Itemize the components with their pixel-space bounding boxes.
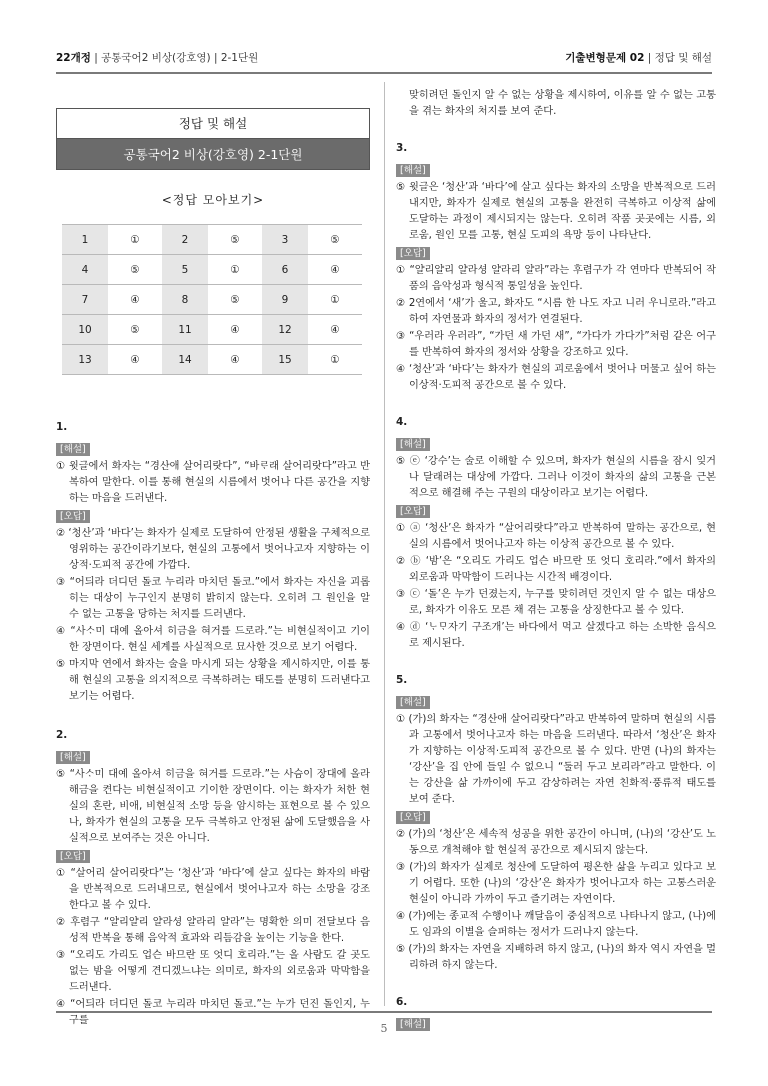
answer-cell: ①	[308, 285, 362, 315]
answer-cell: ①	[308, 345, 362, 375]
wrong-tag: [오답]	[56, 850, 90, 863]
answer-cell: ⑤	[208, 285, 262, 315]
question-number: 7	[62, 285, 108, 315]
wrong-tag: [오답]	[396, 505, 430, 518]
question-number: 10	[62, 315, 108, 345]
wrong-item: ① ⓐ ‘청산’은 화자가 “살어리랏다”라고 반복하여 말하는 공간으로, 현실의 시름에서 벗어나고자 하는 이상적 공간으로 볼 수 있다.	[396, 523, 716, 550]
wrong-item: ④ ⓓ ‘ᄂᆞᄆᆞ자기 구조개’는 바다에서 먹고 살겠다고 하는 소박한 음식으로 제시된다.	[396, 622, 716, 649]
explain-item: ① 윗글에서 화자는 “경산애 살어리랏다”, “바ᄅᆞ래 살어리랏다”라고 반복하여 말한다. 이를 통해 현실의 시름에서 벗어나 다른 공간을 지향하는 마음을 드러낸다.	[56, 461, 370, 504]
question-number: 6	[262, 255, 308, 285]
question-number-label: 4.	[396, 416, 408, 428]
wrong-item: ② 후렴구 “얄리얄리 얄라셩 얄라리 얄라”는 명확한 의미 전달보다 음성적 반복을 통해 음악적 효과와 리듬감을 높이는 기능을 한다.	[56, 917, 370, 944]
question-number: 9	[262, 285, 308, 315]
question-number: 14	[162, 345, 208, 375]
wrong-item: ① “얄리얄리 얄라셩 얄라리 얄라”라는 후렴구가 각 연마다 반복되어 작품의 음악성과 형식적 통일성을 높인다.	[396, 265, 716, 292]
answer-cell: ④	[308, 315, 362, 345]
wrong-item: ③ ⓒ ‘돌’은 누가 던졌는지, 누구를 맞히려던 것인지 알 수 없는 대상으로, 화자가 이유도 모른 채 겪는 고통을 상징한다고 볼 수 있다.	[396, 589, 716, 616]
explain-tag: [해설]	[56, 751, 90, 764]
header-section: | 정답 및 해설	[644, 52, 712, 64]
answer-cell: ⑤	[308, 225, 362, 255]
header-rule	[56, 72, 712, 74]
table-row	[62, 255, 362, 285]
wrong-item: ① “살어리 살어리랏다”는 ‘청산’과 ‘바다’에 살고 싶다는 화자의 바람을 반복적으로 드러내므로, 현실에서 벗어나고자 하는 소망을 강조한다고 볼 수 있다.	[56, 868, 370, 911]
header-edition: 22개정	[56, 52, 91, 64]
question-1-explanation	[56, 419, 370, 705]
wrong-item: ③ “우러라 우러라”, “가던 새 가던 새”, “가다가 가다가”처럼 같은 어구를 반복하여 화자의 정서와 상황을 강조하고 있다.	[396, 331, 716, 358]
explain-tag: [해설]	[396, 164, 430, 177]
answer-cell: ④	[208, 345, 262, 375]
answer-cell: ④	[108, 345, 162, 375]
wrong-tag: [오답]	[396, 811, 430, 824]
page-title: 정답 및 해설	[56, 108, 370, 139]
answer-table	[62, 224, 362, 375]
question-number-label: 3.	[396, 142, 408, 154]
left-column	[56, 108, 370, 1030]
wrong-item: ② ‘청산’과 ‘바다’는 화자가 실제로 도달하여 안정된 생활을 구체적으로 영위하는 공간이라기보다, 현실의 고통에서 벗어나고자 지향하는 이상적·도피적 공간에 가깝다.	[56, 528, 370, 571]
wrong-item: ③ (가)의 화자가 실제로 청산에 도달하여 평온한 삶을 누리고 있다고 보기 어렵다. 또한 (나)의 ‘강산’은 화자가 벗어나고자 하는 고통스러운 현실이 아니라 가까이 두고 즐기려는 자연이다.	[396, 862, 716, 905]
answer-summary-heading: <정답 모아보기>	[161, 193, 265, 207]
right-column	[396, 88, 716, 1034]
question-number-label: 6.	[396, 996, 408, 1008]
answer-cell: ⑤	[108, 255, 162, 285]
wrong-tag: [오답]	[56, 510, 90, 523]
question-number: 2	[162, 225, 208, 255]
table-row	[62, 315, 362, 345]
question-number: 15	[262, 345, 308, 375]
question-number-label: 1.	[56, 421, 68, 433]
explain-item: ⑤ “사ᄉᆞ미 대예 올아셔 히금을 혀거를 드로라.”는 사슴이 장대에 올라 해금을 켠다는 비현실적이고 기이한 장면이다. 이는 화자가 처한 현실의 혼란, 비애, 비현실적 소망 등을 암시하는 표현으로 볼 수 있으나, 화자가 현실의 고통을 모두 극복하고 안정된 삶에 도달했음을 사실적으로 보여주는 것은 아니다.	[56, 769, 370, 844]
explain-tag: [해설]	[396, 1018, 430, 1031]
wrong-item: ③ “오리도 가리도 업슨 바므란 또 엇디 호리라.”는 올 사람도 갈 곳도 없는 밤을 어떻게 견디겠느냐는 의미로, 화자의 외로움과 막막함을 드러낸다.	[56, 950, 370, 993]
table-row	[62, 345, 362, 375]
header-right	[565, 50, 712, 65]
page-number: 5	[380, 1022, 388, 1035]
header-exam-title: 기출변형문제 02	[565, 52, 645, 64]
continued-text: 맞히려던 돌인지 알 수 없는 상황을 제시하여, 이유를 알 수 없는 고통을 겪는 화자의 처지를 보여 준다.	[409, 90, 716, 117]
explain-tag: [해설]	[56, 443, 90, 456]
question-2-explanation	[56, 727, 370, 1029]
question-5-explanation	[396, 672, 716, 974]
wrong-item: ② ⓑ ‘밤’은 “오리도 가리도 업슨 바므란 또 엇디 호리라.”에서 화자의 외로움과 막막함이 드러나는 시간적 배경이다.	[396, 556, 716, 583]
table-row	[62, 225, 362, 255]
wrong-item: ④ “어듸라 더디던 돌코 누리라 마치던 돌코.”는 누가 던진 돌인지, 누구를	[56, 999, 370, 1026]
wrong-item: ④ “사ᄉᆞ미 대예 올아셔 히금을 혀거를 드로라.”는 비현실적이고 기이한 장면이다. 현실 세계를 사실적으로 묘사한 것으로 보기 어렵다.	[56, 626, 370, 653]
question-number-label: 5.	[396, 674, 408, 686]
answer-cell: ⑤	[208, 225, 262, 255]
wrong-item: ⑤ 마지막 연에서 화자는 술을 마시게 되는 상황을 제시하지만, 이를 통해 현실의 고통을 의지적으로 극복하려는 태도를 분명히 드러낸다고 보기는 어렵다.	[56, 659, 370, 702]
wrong-item: ③ “어듸라 더디던 돌코 누리라 마치던 돌코.”에서 화자는 자신을 괴롭히는 대상이 누구인지 분명히 밝히지 않는다. 오히려 그 원인을 알 수 없는 고통을 당하는 처지를 드러낸다.	[56, 577, 370, 620]
wrong-item: ④ (가)에는 종교적 수행이나 깨달음이 중심적으로 나타나지 않고, (나)에도 임과의 이별을 슬퍼하는 정서가 드러나지 않는다.	[396, 911, 716, 938]
explain-item: ① (가)의 화자는 “경산애 살어리랏다”라고 반복하여 말하며 현실의 시름과 고통에서 벗어나고자 하는 마음을 드러낸다. 따라서 ‘청산’은 화자가 지향하는 이상적·도피적 공간으로 볼 수 있다. 반면 (나)의 화자는 ‘강산’을 집 안에 들일 수 없으니 “둘러 두고 보리라”라고 말한다. 이는 강산을 삶 가까이에 두고 감상하려는 자연 친화적·풍류적 태도를 보여 준다.	[396, 714, 716, 805]
header-left	[56, 50, 258, 65]
wrong-item: ⑤ (가)의 화자는 자연을 지배하려 하지 않고, (나)의 화자 역시 자연을 멀리하려 하지 않는다.	[396, 944, 716, 971]
header-course: | 공통국어2 비상(강호영) | 2-1단원	[90, 52, 259, 64]
answer-cell: ④	[108, 285, 162, 315]
answer-cell: ①	[208, 255, 262, 285]
question-number: 12	[262, 315, 308, 345]
table-row	[62, 285, 362, 315]
answer-cell: ⑤	[108, 315, 162, 345]
question-number: 13	[62, 345, 108, 375]
explain-item: ⑤ 윗글은 ‘청산’과 ‘바다’에 살고 싶다는 화자의 소망을 반복적으로 드러내지만, 화자가 실제로 현실의 고통을 완전히 극복하고 이상적 삶에 도달하는 과정이 제시되지는 않는다. 오히려 작품 곳곳에는 시름, 외로움, 원인 모를 고통, 현실 도피의 욕망 등이 나타난다.	[396, 182, 716, 241]
explain-tag: [해설]	[396, 438, 430, 451]
wrong-tag: [오답]	[396, 247, 430, 260]
question-number: 5	[162, 255, 208, 285]
wrong-item: ④ ‘청산’과 ‘바다’는 화자가 현실의 괴로움에서 벗어나 머물고 싶어 하는 이상적·도피적 공간으로 볼 수 있다.	[396, 364, 716, 391]
answer-cell: ④	[308, 255, 362, 285]
question-4-explanation	[396, 414, 716, 652]
page-subtitle: 공통국어2 비상(강호영) 2-1단원	[56, 139, 370, 170]
explain-item: ⑤ ⓔ ‘강수’는 술로 이해할 수 있으며, 화자가 현실의 시름을 잠시 잊거나 달래려는 대상에 가깝다. 그러나 이것이 화자의 삶의 고통을 근본적으로 해결해 주는 구원의 대상이라고 보기는 어렵다.	[396, 456, 716, 499]
footer-rule	[56, 1011, 712, 1013]
question-3-explanation	[396, 140, 716, 394]
question-number: 4	[62, 255, 108, 285]
wrong-item: ② (가)의 ‘청산’은 세속적 성공을 위한 공간이 아니며, (나)의 ‘강산’도 노동으로 개척해야 할 현실적 공간으로 제시되지 않는다.	[396, 829, 716, 856]
question-number: 8	[162, 285, 208, 315]
explain-tag: [해설]	[396, 696, 430, 709]
question-number: 11	[162, 315, 208, 345]
question-number-label: 2.	[56, 729, 68, 741]
question-number: 3	[262, 225, 308, 255]
question-number: 1	[62, 225, 108, 255]
column-divider	[384, 82, 385, 1006]
answer-cell: ④	[208, 315, 262, 345]
answer-cell: ①	[108, 225, 162, 255]
page-header	[56, 50, 712, 70]
wrong-item: ② 2연에서 ‘새’가 울고, 화자도 “시름 한 나도 자고 니러 우니로라.”라고 하여 자연물과 화자의 정서가 연결된다.	[396, 298, 716, 325]
